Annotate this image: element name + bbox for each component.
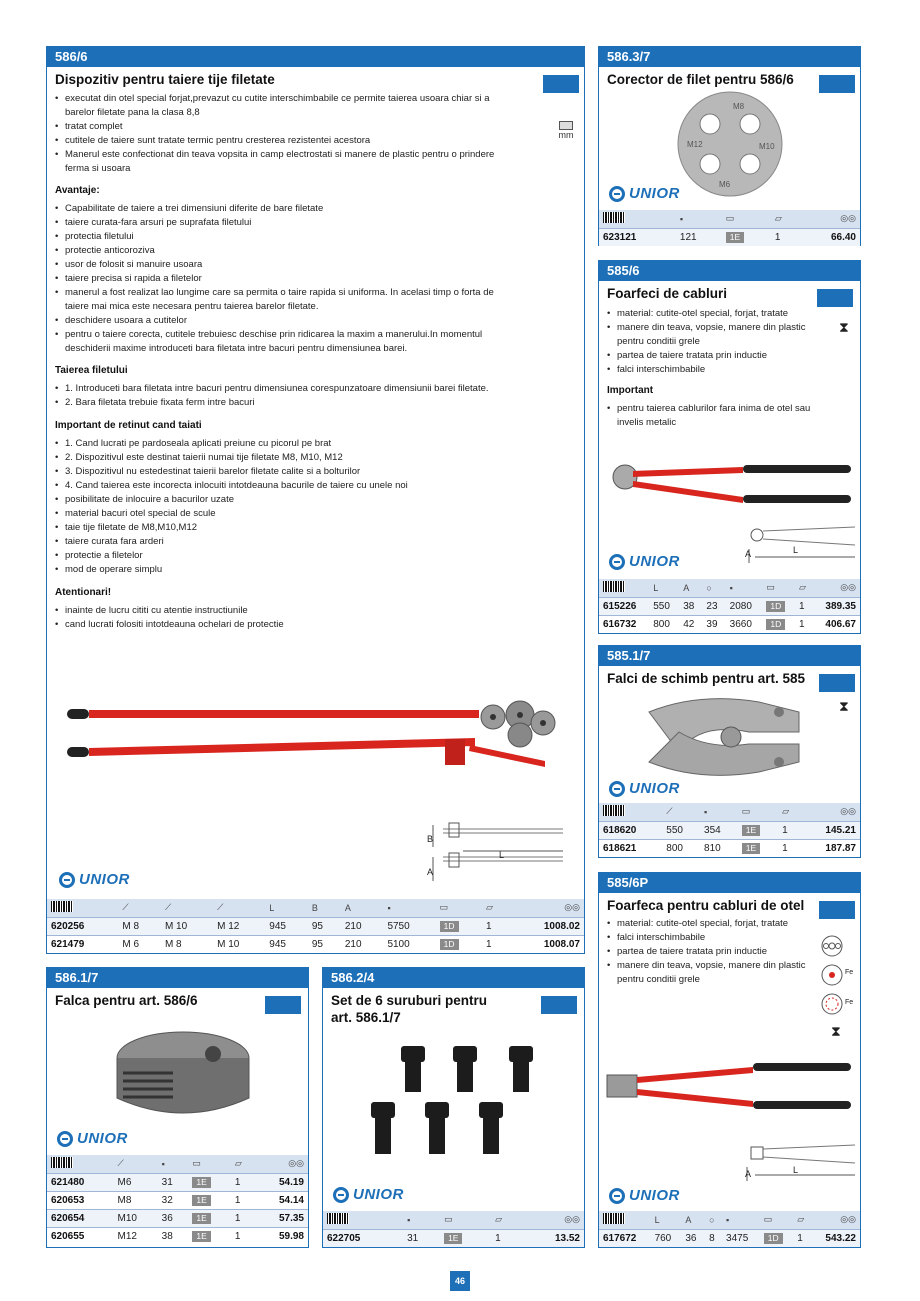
brand-name: UNIOR xyxy=(79,871,130,888)
dim-l-label: L xyxy=(793,545,799,555)
col-l: L xyxy=(653,582,659,593)
brand-name: UNIOR xyxy=(629,185,680,202)
fe-label: Fe xyxy=(845,969,854,976)
thread-die-image xyxy=(675,89,785,199)
product-title: Set de 6 suruburi pentru art. 586.1/7 xyxy=(331,993,488,1025)
unior-logo xyxy=(609,1187,680,1204)
coins-icon: ◎◎ xyxy=(840,806,856,817)
unior-logo-mark-icon xyxy=(609,554,625,570)
package-icon: ▭ xyxy=(444,1214,453,1225)
feature-item: • partea de taiere tratata prin inductie xyxy=(607,945,807,959)
feature-list xyxy=(607,307,807,377)
product-code: 586.2/4 xyxy=(323,968,584,988)
feature-item: • executat din otel special forjat,prevazut cu cutite interschimbabile ce permite taierea usoara chiar si a barelor filetate pana la clasa 8,8 xyxy=(55,92,505,120)
table-row: 615226 550 38 23 2080 1D 1 389.35 xyxy=(599,597,860,615)
advantages-heading: Avantaje: xyxy=(55,185,100,196)
measure-icon xyxy=(557,121,575,140)
barcode-icon xyxy=(599,579,649,597)
feature-item: • falci interschimbabile xyxy=(607,363,807,377)
unior-logo xyxy=(59,871,130,888)
weight-icon: ▪ xyxy=(161,1158,165,1169)
dim-l-label: L xyxy=(793,1165,799,1175)
attention-item: • cand lucrati folositi intotdeauna ochelari de protectie xyxy=(55,618,525,632)
package-icon: ▭ xyxy=(725,213,735,224)
cable-cutter-image xyxy=(603,457,855,513)
barcode-icon xyxy=(599,1211,651,1229)
col-b: B xyxy=(311,902,318,913)
fe-label: Fe xyxy=(845,999,854,1006)
advantages-list xyxy=(55,202,515,356)
color-chip xyxy=(819,75,855,93)
table-row: 617672 760 36 8 3475 1D 1 543.22 xyxy=(599,1229,860,1247)
price-table xyxy=(599,1211,860,1247)
dim-a-label: A xyxy=(745,1169,752,1179)
attention-list xyxy=(55,604,525,632)
coins-icon: ◎◎ xyxy=(564,1214,580,1225)
price-table xyxy=(599,210,860,246)
product-title: Foarfeca pentru cabluri de otel xyxy=(607,898,805,913)
screws-set-image xyxy=(363,1046,543,1176)
advantage-item: • taiere precisa si rapida a filetelor xyxy=(55,272,515,286)
coins-icon: ◎◎ xyxy=(840,213,856,224)
important-item: • mod de operare simplu xyxy=(55,563,525,577)
advantage-item: • deschidere usoara a cutitelor xyxy=(55,314,515,328)
quantity-icon: ▱ xyxy=(782,806,790,817)
feature-item: • falci interschimbabile xyxy=(607,931,807,945)
product-panel-586-1-7 xyxy=(46,967,309,1248)
unior-logo xyxy=(57,1130,128,1147)
product-panel-586-6 xyxy=(46,46,585,954)
color-chip xyxy=(819,674,855,692)
cutting-list xyxy=(55,382,525,410)
quantity-icon: ▱ xyxy=(495,1214,503,1225)
important-item: • 4. Cand taierea este incorecta inlocuiti intotdeauna bacurile de taiere cu unele noi xyxy=(55,479,525,493)
brand-name: UNIOR xyxy=(629,1187,680,1204)
col-a: A xyxy=(685,1214,692,1225)
color-chip xyxy=(541,996,577,1014)
steel-cable-icon xyxy=(821,993,843,1015)
unior-logo-mark-icon xyxy=(609,1188,625,1204)
page-number: 46 xyxy=(450,1271,470,1291)
attention-item: • inainte de lucru cititi cu atentie instructiunile xyxy=(55,604,525,618)
package-icon: ▭ xyxy=(439,902,449,913)
weight-icon: ▪ xyxy=(729,582,733,593)
cut-symbol-icon: ⧗ xyxy=(839,319,849,335)
advantage-item: • usor de folosit si manuire usoara xyxy=(55,258,515,272)
attention-heading: Atentionari! xyxy=(55,587,112,598)
mm-label: mm xyxy=(558,130,574,140)
advantage-item: • protectia filetului xyxy=(55,230,515,244)
brand-name: UNIOR xyxy=(353,1186,404,1203)
color-chip xyxy=(817,289,853,307)
size-icon: ⟋ xyxy=(666,806,673,817)
feature-list xyxy=(55,92,505,176)
product-title: Falci de schimb pentru art. 585 xyxy=(607,671,806,686)
package-icon: ▭ xyxy=(192,1158,201,1169)
color-chip xyxy=(265,996,301,1014)
important-heading: Important de retinut cand taiati xyxy=(55,420,202,431)
quantity-icon: ▱ xyxy=(798,582,806,593)
important-list xyxy=(55,437,525,577)
dim-b-label: B xyxy=(427,834,434,844)
table-row: 616732 800 42 39 3660 1D 1 406.67 xyxy=(599,615,860,633)
package-icon: ▭ xyxy=(766,582,775,593)
threaded-rod-cutter-image xyxy=(65,695,565,779)
diameter-icon: ○ xyxy=(709,1214,715,1225)
brand-name: UNIOR xyxy=(629,553,680,570)
advantage-item: • pentru o taiere corecta, cutitele trebuiesc deschise prin ridicarea la maxim a manerului.In momentul deschiderii maxime introduceti bara filetata intre bacuri pentru dimensiunea barei. xyxy=(55,328,515,356)
barcode-icon xyxy=(599,803,662,821)
important-item: • taie tije filetate de M8,M10,M12 xyxy=(55,521,525,535)
weight-icon: ▪ xyxy=(679,213,684,224)
steel-core-cable-icon xyxy=(821,964,843,986)
steel-cable-cutter-image xyxy=(603,1057,855,1117)
unior-logo-mark-icon xyxy=(57,1131,73,1147)
cutting-item: • 2. Bara filetata trebuie fixata ferm intre bacuri xyxy=(55,396,525,410)
important-item: • posibilitate de inlocuire a bacurilor uzate xyxy=(55,493,525,507)
coins-icon: ◎◎ xyxy=(288,1158,304,1169)
weight-icon: ▪ xyxy=(407,1214,411,1225)
barcode-icon xyxy=(599,210,676,228)
important-heading: Important xyxy=(607,385,654,396)
feature-item: • partea de taiere tratata prin inductie xyxy=(607,349,807,363)
unior-logo xyxy=(609,780,680,797)
feature-item: • cutitele de taiere sunt tratate termic pentru cresterea rezistentei acestora xyxy=(55,134,505,148)
price-table xyxy=(47,1155,308,1245)
table-row: 621480 M6 31 1E 1 54.19 xyxy=(47,1173,308,1191)
quantity-icon: ▱ xyxy=(774,213,782,224)
cut-symbol-icon: ⧗ xyxy=(839,698,849,714)
replacement-jaws-image xyxy=(639,692,809,782)
feature-item: • material: cutite-otel special, forjat, tratate xyxy=(607,917,807,931)
advantage-item: • manerul a fost realizat lao lungime care sa permita o taire rapida si uniforma. In acelasi timp o forta de taiere mai mica este necesara pentru taierea barelor filetate. xyxy=(55,286,515,314)
feature-item: • manere din teava, vopsie, manere din plastic pentru conditii grele xyxy=(607,321,807,349)
package-icon: ▭ xyxy=(763,1214,773,1225)
weight-icon: ▪ xyxy=(387,902,391,913)
feature-item: • tratat complet xyxy=(55,120,505,134)
brand-name: UNIOR xyxy=(629,780,680,797)
product-title: Falca pentru art. 586/6 xyxy=(55,993,198,1008)
table-row: 618621 800 810 1E 1 187.87 xyxy=(599,839,860,857)
advantage-item: • protectie anticoroziva xyxy=(55,244,515,258)
size-icon: ⟋ xyxy=(117,1158,124,1169)
die-label: M8 xyxy=(733,102,745,111)
table-row: 622705 31 1E 1 13.52 xyxy=(323,1229,584,1247)
cut-symbol-icon: ⧗ xyxy=(831,1023,841,1039)
quantity-icon: ▱ xyxy=(797,1214,805,1225)
important-item: • protectie a filetelor xyxy=(55,549,525,563)
table-row: 620653 M8 32 1E 1 54.14 xyxy=(47,1191,308,1209)
price-table xyxy=(47,899,584,953)
product-title: Corector de filet pentru 586/6 xyxy=(607,72,794,87)
feature-item: • material: cutite-otel special, forjat, tratate xyxy=(607,307,807,321)
barcode-icon xyxy=(323,1211,403,1229)
product-panel-585-1-7 xyxy=(598,645,861,858)
product-code: 586.3/7 xyxy=(599,47,860,67)
dimension-diagram xyxy=(423,813,569,883)
product-code: 586/6 xyxy=(47,47,584,67)
table-row: 618620 550 354 1E 1 145.21 xyxy=(599,821,860,839)
important-item: • 1. Cand lucrati pe pardoseala aplicati preiune cu picorul pe brat xyxy=(55,437,525,451)
product-title: Dispozitiv pentru taiere tije filetate xyxy=(55,72,275,87)
dim-a-label: A xyxy=(745,549,752,559)
important-list xyxy=(607,402,817,430)
table-header xyxy=(47,899,584,917)
color-chip xyxy=(819,901,855,919)
col-l: L xyxy=(269,902,275,913)
important-item: • 2. Dispozitivul este destinat taierii numai tije filetate M8, M10, M12 xyxy=(55,451,525,465)
product-panel-586-2-4 xyxy=(322,967,585,1248)
dim-l-label: L xyxy=(499,850,505,860)
feature-item: • Manerul este confectionat din teava vopsita in camp electrostati si manere de plastic pentru o prindere ferma si usoara xyxy=(55,148,505,176)
important-item: • pentru taierea cablurilor fara inima de otel sau invelis metalic xyxy=(607,402,817,430)
cutting-heading: Taierea filetului xyxy=(55,365,128,376)
unior-logo xyxy=(609,185,680,202)
product-code: 585.1/7 xyxy=(599,646,860,666)
cutting-item: • 1. Introduceti bara filetata intre bacuri pentru dimensiunea corespunzatoare dimensiunii barei filetate. xyxy=(55,382,525,396)
advantage-item: • Capabilitate de taiere a trei dimensiuni diferite de bare filetate xyxy=(55,202,515,216)
feature-list xyxy=(607,917,807,987)
col-a: A xyxy=(344,902,351,913)
feature-item: • manere din teava, vopsie, manere din plastic pentru conditii grele xyxy=(607,959,807,987)
quantity-icon: ▱ xyxy=(234,1158,242,1169)
product-panel-585-6p xyxy=(598,872,861,1248)
price-table xyxy=(323,1211,584,1247)
price-table xyxy=(599,803,860,857)
important-item: • material bacuri otel special de scule xyxy=(55,507,525,521)
die-label: M12 xyxy=(687,140,703,149)
weight-icon: ▪ xyxy=(726,1214,730,1225)
advantage-item: • taiere curata-fara arsuri pe suprafata filetului xyxy=(55,216,515,230)
die-label: M10 xyxy=(759,142,775,151)
coins-icon: ◎◎ xyxy=(840,1214,856,1225)
dimension-diagram xyxy=(743,1141,857,1185)
product-code: 585/6P xyxy=(599,873,860,893)
dim-a-label: A xyxy=(427,867,434,877)
product-code: 586.1/7 xyxy=(47,968,308,988)
table-row: 620256 M 8 M 10 M 12 945 95 210 5750 1D 1 1008.02 xyxy=(47,917,584,935)
unior-logo xyxy=(333,1186,404,1203)
brand-name: UNIOR xyxy=(77,1130,128,1147)
barcode-icon xyxy=(47,1155,114,1173)
col-l: L xyxy=(654,1214,660,1225)
important-item: • taiere curata fara arderi xyxy=(55,535,525,549)
product-title: Foarfeci de cabluri xyxy=(607,286,728,301)
product-panel-585-6 xyxy=(598,260,861,634)
dimension-diagram xyxy=(743,523,857,567)
weight-icon: ▪ xyxy=(704,806,708,817)
barcode-icon xyxy=(47,899,118,917)
quantity-icon: ▱ xyxy=(485,902,493,913)
unior-logo-mark-icon xyxy=(333,1187,349,1203)
price-table xyxy=(599,579,860,633)
table-row: 620655 M12 38 1E 1 59.98 xyxy=(47,1227,308,1245)
die-label: M6 xyxy=(719,180,731,189)
jaw-image xyxy=(103,1018,253,1128)
unior-logo xyxy=(609,553,680,570)
size-icon: ⟋ xyxy=(164,902,172,913)
unior-logo-mark-icon xyxy=(59,872,75,888)
color-chip xyxy=(543,75,579,93)
size-icon: ⟋ xyxy=(122,902,129,913)
diameter-icon: ○ xyxy=(706,582,712,593)
col-a: A xyxy=(683,582,690,593)
product-panel-586-3-7 xyxy=(598,46,861,246)
product-code: 585/6 xyxy=(599,261,860,281)
table-row: 623121 121 1E 1 66.40 xyxy=(599,228,860,246)
package-icon: ▭ xyxy=(741,806,751,817)
table-row: 620654 M10 36 1E 1 57.35 xyxy=(47,1209,308,1227)
coins-icon: ◎◎ xyxy=(564,902,580,913)
size-icon: ⟋ xyxy=(217,902,224,913)
important-item: • 3. Dispozitivul nu estedestinat taierii barelor filetate calite si a bolturilor xyxy=(55,465,525,479)
cable-type-icon xyxy=(821,935,843,957)
coins-icon: ◎◎ xyxy=(840,582,856,593)
table-row: 621479 M 6 M 8 M 10 945 95 210 5100 1D 1 1008.07 xyxy=(47,935,584,953)
unior-logo-mark-icon xyxy=(609,186,625,202)
unior-logo-mark-icon xyxy=(609,781,625,797)
